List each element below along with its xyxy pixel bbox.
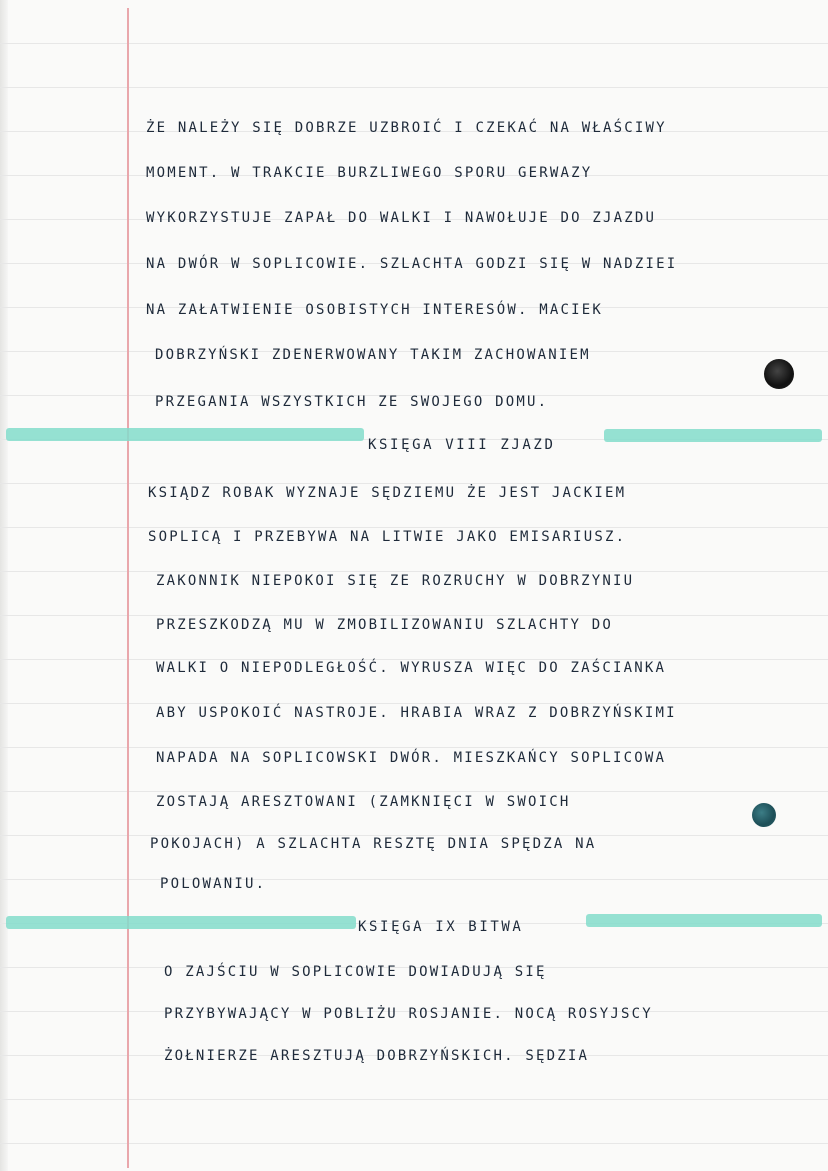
ruled-line — [0, 1099, 828, 1100]
ruled-line — [0, 43, 828, 44]
ruled-line — [0, 879, 828, 880]
text-line: O ZAJŚCIU W SOPLICOWIE DOWIADUJĄ SIĘ — [164, 964, 547, 980]
ruled-line — [0, 1143, 828, 1144]
text-line: ABY USPOKOIĆ NASTROJE. HRABIA WRAZ Z DOBRZYŃSKIMI — [156, 705, 677, 721]
highlight-stroke-right-2 — [586, 914, 822, 927]
text-line: PRZEGANIA WSZYSTKICH ZE SWOJEGO DOMU. — [155, 394, 549, 410]
text-line: WYKORZYSTUJE ZAPAŁ DO WALKI I NAWOŁUJE DO ZJAZDU — [146, 210, 657, 226]
highlight-stroke-left-1 — [6, 428, 364, 441]
text-line: DOBRZYŃSKI ZDENERWOWANY TAKIM ZACHOWANIEM — [155, 347, 591, 363]
text-line: MOMENT. W TRAKCIE BURZLIWEGO SPORU GERWAZY — [146, 165, 593, 181]
text-line: WALKI O NIEPODLEGŁOŚĆ. WYRUSZA WIĘC DO ZAŚCIANKA — [156, 660, 667, 676]
section-heading: KSIĘGA VIII ZJAZD — [368, 437, 556, 453]
ruled-line — [0, 87, 828, 88]
ink-blot — [752, 803, 776, 827]
text-line: ZOSTAJĄ ARESZTOWANI (ZAMKNIĘCI W SWOICH — [156, 794, 571, 810]
text-line: ŻE NALEŻY SIĘ DOBRZE UZBROIĆ I CZEKAĆ NA WŁAŚCIWY — [146, 120, 667, 136]
text-line: NAPADA NA SOPLICOWSKI DWÓR. MIESZKAŃCY SOPLICOWA — [156, 750, 667, 766]
text-line: POKOJACH) A SZLACHTA RESZTĘ DNIA SPĘDZA NA — [150, 836, 597, 852]
text-line: ZAKONNIK NIEPOKOI SIĘ ZE ROZRUCHY W DOBRZYNIU — [156, 573, 635, 589]
text-line: NA DWÓR W SOPLICOWIE. SZLACHTA GODZI SIĘ W NADZIEI — [146, 256, 678, 272]
text-line: PRZESZKODZĄ MU W ZMOBILIZOWANIU SZLACHTY DO — [156, 617, 614, 633]
highlight-stroke-left-2 — [6, 916, 356, 929]
text-line: ŻOŁNIERZE ARESZTUJĄ DOBRZYŃSKICH. SĘDZIA — [164, 1048, 590, 1064]
margin-line — [127, 8, 129, 1168]
section-heading: KSIĘGA IX BITWA — [358, 919, 524, 935]
text-line: KSIĄDZ ROBAK WYZNAJE SĘDZIEMU ŻE JEST JACKIEM — [148, 485, 627, 501]
highlight-stroke-right-1 — [604, 429, 822, 442]
text-line: POLOWANIU. — [160, 876, 267, 892]
text-line: SOPLICĄ I PRZEBYWA NA LITWIE JAKO EMISARIUSZ. — [148, 529, 627, 545]
text-line: PRZYBYWAJĄCY W POBLIŻU ROSJANIE. NOCĄ ROSYJSCY — [164, 1006, 653, 1022]
ink-blot — [764, 359, 794, 389]
text-line: NA ZAŁATWIENIE OSOBISTYCH INTERESÓW. MACIEK — [146, 302, 604, 318]
